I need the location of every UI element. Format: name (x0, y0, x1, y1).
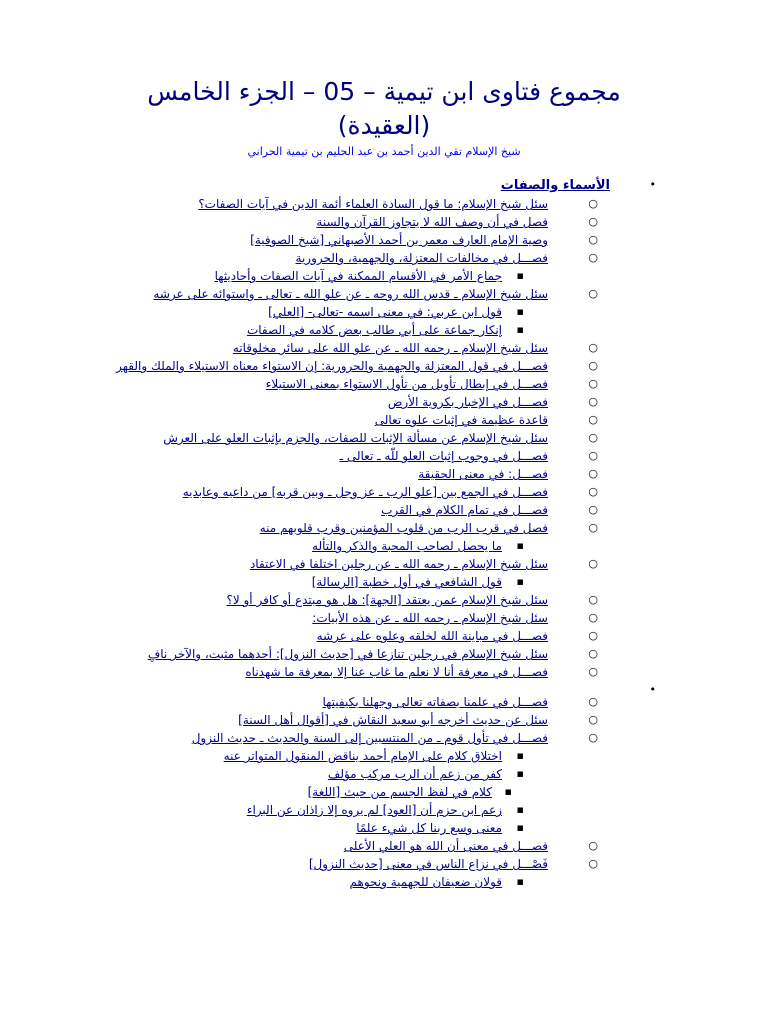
toc-item-link[interactable]: فصـــل في الإخبار بكروية الأرض (387, 395, 548, 409)
square-bullet-icon: ▪ (504, 785, 512, 798)
toc-subitem-link[interactable]: ما يحصل لصاحب المحبة والذكر والتأله (312, 539, 502, 553)
toc-item-link[interactable]: سئل شيخ الإسلام: ما قول السادة العلماء أئمة الدين في آيات الصفات؟ (198, 197, 548, 211)
square-bullet-icon: ▪ (516, 539, 524, 552)
toc-item-link[interactable]: فصـــل في وجوب إثبات العلو للّه ـ تعالى ـ (339, 449, 548, 463)
toc-item-link[interactable]: فصـــل في تمام الكلام في القرب (381, 503, 548, 517)
square-bullet-icon: ▪ (516, 305, 524, 318)
toc-subitem-link[interactable]: معنى وسع ربنا كل شيء علمًا (356, 821, 502, 835)
toc-item (60, 645, 768, 663)
circle-bullet-icon: ○ (588, 413, 598, 426)
toc-item (60, 447, 768, 465)
toc-subitem (60, 801, 768, 819)
toc-item-link[interactable]: سئل شيخ الإسلام ـ قدس الله روحه ـ عن علو الله ـ تعالى ـ واستوائه على عرشه (153, 287, 548, 301)
toc-subitem (60, 747, 768, 765)
toc-subitem-link[interactable]: قول الشافعي في أول خطبة [الرسالة] (311, 575, 502, 589)
disc-bullet-icon: • (649, 178, 656, 191)
toc-item (60, 249, 768, 267)
toc-item-link[interactable]: سئل شيخ الإسلام في رجلين تنازعا في [حديث النزول]: أحدهما مثبت، والآخر نافٍ (147, 647, 548, 661)
toc-item (60, 357, 768, 375)
square-bullet-icon: ▪ (516, 821, 524, 834)
square-bullet-icon: ▪ (516, 875, 524, 888)
circle-bullet-icon: ○ (588, 647, 598, 660)
circle-bullet-icon: ○ (588, 665, 598, 678)
circle-bullet-icon: ○ (588, 713, 598, 726)
toc-item-link[interactable]: سئل شيخ الإسلام ـ رحمه الله ـ عن علو الله على سائر مخلوقاته (232, 341, 548, 355)
toc-item-link[interactable]: فصـــل في معنى أن الله هو العلي الأعلى (343, 839, 548, 853)
document-subtitle: (العقيدة) (337, 111, 431, 140)
circle-bullet-icon: ○ (588, 359, 598, 372)
toc-item-link[interactable]: قاعدة عظيمة في إثبات علوه تعالى (374, 413, 548, 427)
toc-subitem (60, 303, 768, 321)
circle-bullet-icon: ○ (588, 251, 598, 264)
toc-item (60, 231, 768, 249)
circle-bullet-icon: ○ (588, 341, 598, 354)
author-line: شيخ الإسلام تقي الدين أحمد بن عبد الحليم بن تيمية الحراني (247, 145, 521, 158)
toc-item (60, 591, 768, 609)
toc-item (60, 609, 768, 627)
toc-item-link[interactable]: سئل عن حديث أخرجه أبو سعيد النقاش في [أقوال أهل السنة] (238, 713, 548, 727)
circle-bullet-icon: ○ (588, 197, 598, 210)
toc-item-link[interactable]: فصـــل: في معنى الحقيقة (418, 467, 548, 481)
toc-item-link[interactable]: فصـــل في معرفة أنا لا نعلم ما غاب عنا إلا بمعرفة ما شهدناه (245, 665, 548, 679)
toc-item (60, 483, 768, 501)
toc-item (60, 339, 768, 357)
toc-item-link[interactable]: فصـــل في علمنا بصفاته تعالى وجهلنا بكيفيتها (322, 695, 548, 709)
toc-item (60, 195, 768, 213)
circle-bullet-icon: ○ (588, 431, 598, 444)
square-bullet-icon: ▪ (516, 749, 524, 762)
toc-subsubitem (60, 783, 768, 801)
toc-subitem-link[interactable]: إنكار جماعة على أبي طالب بعض كلامه في الصفات (246, 323, 502, 337)
circle-bullet-icon: ○ (588, 593, 598, 606)
circle-bullet-icon: ○ (588, 695, 598, 708)
circle-bullet-icon: ○ (588, 377, 598, 390)
circle-bullet-icon: ○ (588, 215, 598, 228)
toc-item-link[interactable]: فصـــل في الجمع بين [علو الرب ـ عز وجل ـ وبين قربه] من داعيه وعابديه (182, 485, 548, 499)
square-bullet-icon: ▪ (516, 269, 524, 282)
circle-bullet-icon: ○ (588, 857, 598, 870)
toc-item (60, 411, 768, 429)
toc-subitem-link[interactable]: جماع الأمر في الأقسام الممكنة في آيات الصفات وأحاديثها (214, 269, 502, 283)
toc-item-link[interactable]: فصل في أن وصف الله لا يتجاوز القرآن والسنة (316, 215, 548, 229)
disc-bullet-icon: • (649, 683, 656, 696)
toc-item (60, 375, 768, 393)
toc-item-link[interactable]: فصـــل في قول المعتزلة والجهمية والحرورية: إن الاستواء معناه الاستيلاء والملك والقهر (116, 359, 548, 373)
toc-subitem (60, 537, 768, 555)
toc-item (60, 519, 768, 537)
toc-item-link[interactable]: فَصْـــل في نزاع الناس في معنى [حديث النزول] (308, 857, 548, 871)
toc-subitem (60, 267, 768, 285)
toc-item (60, 693, 768, 711)
circle-bullet-icon: ○ (588, 521, 598, 534)
toc-item (60, 729, 768, 747)
toc-item (60, 711, 768, 729)
toc-item-link[interactable]: فصل في قرب الرب من قلوب المؤمنين وقرب قلوبهم منه (259, 521, 548, 535)
toc-subitem-link[interactable]: قول ابن عربي: في معنى اسمه -تعالى- [العلي] (268, 305, 502, 319)
circle-bullet-icon: ○ (588, 503, 598, 516)
circle-bullet-icon: ○ (588, 731, 598, 744)
toc-item-link[interactable]: سئل شيخ الإسلام ـ رحمه الله ـ عن هذه الأبيات: (312, 611, 548, 625)
toc-subitem (60, 819, 768, 837)
toc-subitem (60, 573, 768, 591)
circle-bullet-icon: ○ (588, 629, 598, 642)
toc-item (60, 393, 768, 411)
toc-subitem-link[interactable]: اختلاق كلام على الإمام أحمد يناقض المنقول المتواتر عنه (223, 749, 502, 763)
document-title: مجموع فتاوى ابن تيمية – 05 – الجزء الخامس (147, 77, 621, 106)
square-bullet-icon: ▪ (516, 575, 524, 588)
circle-bullet-icon: ○ (588, 395, 598, 408)
toc-subitem-link[interactable]: كفر من زعم أن الرب مركب مؤلف (327, 767, 502, 781)
toc-item (60, 429, 768, 447)
toc-item (60, 465, 768, 483)
toc-item (60, 627, 768, 645)
circle-bullet-icon: ○ (588, 233, 598, 246)
toc-item (60, 855, 768, 873)
circle-bullet-icon: ○ (588, 839, 598, 852)
toc-item-link[interactable]: سئل شيخ الإسلام عمن يعتقد [الجهة]: هل هو مبتدع أو كافر أو لا؟ (226, 593, 548, 607)
toc-item-link[interactable]: سئل شيخ الإسلام ـ رحمه الله ـ عن رجلين اختلفا في الاعتقاد (249, 557, 548, 571)
circle-bullet-icon: ○ (588, 287, 598, 300)
toc-subsubitem-link[interactable]: كلام في لفظ الجسم من حيث [اللغة] (307, 785, 492, 799)
toc-section-link[interactable]: الأسماء والصفات (500, 178, 610, 193)
toc-item-link[interactable]: فصـــل في إبطال تأويل من تأول الاستواء بمعنى الاستيلاء (265, 377, 548, 391)
toc-item (60, 555, 768, 573)
square-bullet-icon: ▪ (516, 323, 524, 336)
toc-item (60, 663, 768, 681)
toc-item-link[interactable]: فصـــل في مباينة الله لخلقه وعلوه على عرشه (316, 629, 548, 643)
square-bullet-icon: ▪ (516, 767, 524, 780)
toc-item (60, 285, 768, 303)
circle-bullet-icon: ○ (588, 611, 598, 624)
toc-item (60, 213, 768, 231)
toc-subitem (60, 321, 768, 339)
toc-subitem-link[interactable]: قولان ضعيفان للجهمية ونحوهم (349, 875, 502, 889)
circle-bullet-icon: ○ (588, 449, 598, 462)
circle-bullet-icon: ○ (588, 485, 598, 498)
toc-subitem (60, 765, 768, 783)
toc-item (60, 837, 768, 855)
circle-bullet-icon: ○ (588, 467, 598, 480)
toc-subitem (60, 873, 768, 891)
table-of-contents (60, 176, 768, 891)
toc-subitem-link[interactable]: زعم ابن حزم أن [العود] لم يروه إلا زاذان عن البراء (246, 803, 502, 817)
toc-item-link[interactable]: فصـــل في تأول قوم ـ من المنتسبين إلى السنة والحديث ـ حديث النزول (191, 731, 548, 745)
toc-section-untitled (60, 681, 768, 696)
circle-bullet-icon: ○ (588, 557, 598, 570)
toc-item-link[interactable]: وصية الإمام العارف معمر بن أحمد الأصبهاني [شيخ الصوفية] (250, 233, 548, 247)
toc-item-link[interactable]: فصـــل في مخالفات المعتزلة، والجهمية، والحرورية (295, 251, 548, 265)
square-bullet-icon: ▪ (516, 803, 524, 816)
toc-item (60, 501, 768, 519)
toc-item-link[interactable]: سئل شيخ الإسلام عن مسألة الإثبات للصفات، والجزم بإثبات العلو على العرش (163, 431, 548, 445)
toc-section-asma-sifat (60, 176, 768, 195)
